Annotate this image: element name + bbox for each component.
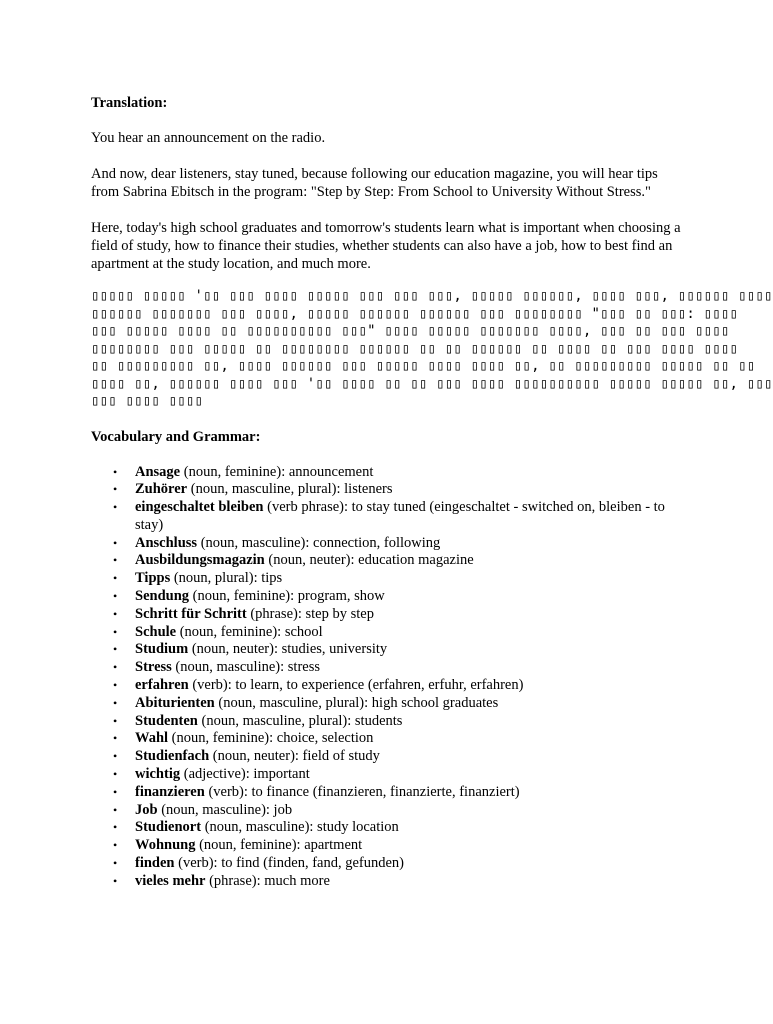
bullet-icon: • (113, 873, 118, 888)
vocab-term: Ansage (135, 463, 181, 480)
unrendered-line: ▯▯ ▯▯▯▯▯▯▯▯▯ ▯▯, ▯▯▯▯ ▯▯▯▯▯▯ ▯▯▯ ▯▯▯▯▯ ▯▯▯▯ ▯▯▯▯ ▯▯, ▯▯ ▯▯▯▯▯▯▯▯▯ ▯▯▯▯▯ ▯▯ ▯▯ (91, 358, 756, 374)
vocab-term: Job (135, 801, 158, 818)
vocab-item (91, 552, 681, 570)
vocab-item (91, 481, 681, 499)
vocab-term: finden (135, 855, 175, 872)
vocab-item (91, 499, 681, 535)
vocab-item (91, 695, 681, 713)
vocab-item (91, 837, 681, 855)
bullet-icon: • (113, 713, 118, 728)
vocab-definition: (adjective): important (180, 766, 310, 783)
vocab-item (91, 748, 681, 766)
vocab-item (91, 766, 681, 784)
vocab-definition: (verb): to find (finden, fand, gefunden) (174, 855, 405, 872)
vocab-item (91, 659, 681, 677)
vocab-definition: (noun, feminine): school (176, 623, 323, 640)
vocab-term: Zuhörer (135, 481, 188, 498)
bullet-icon: • (113, 802, 118, 817)
bullet-icon: • (113, 749, 118, 764)
document-page (91, 94, 773, 891)
vocab-term: Wohnung (135, 837, 196, 854)
vocab-item (91, 730, 681, 748)
unrendered-line: ▯▯▯ ▯▯▯▯ ▯▯▯▯ (91, 393, 204, 409)
vocab-term: Schritt für Schritt (135, 605, 247, 622)
vocab-term: eingeschaltet bleiben (135, 499, 264, 516)
bullet-icon: • (113, 535, 118, 550)
bullet-icon: • (113, 767, 118, 782)
vocab-definition: (noun, masculine, plural): high school graduates (214, 694, 499, 711)
vocab-item (91, 819, 681, 837)
bullet-icon: • (113, 820, 118, 835)
vocab-term: vieles mehr (135, 872, 206, 889)
bullet-icon: • (113, 464, 118, 479)
vocab-definition: (noun, masculine): stress (171, 659, 320, 676)
vocab-term: Ausbildungsmagazin (135, 552, 265, 569)
bullet-icon: • (113, 856, 118, 871)
vocab-term: Studenten (135, 712, 198, 729)
vocab-item (91, 570, 681, 588)
bullet-icon: • (113, 642, 118, 657)
vocab-definition: (noun, neuter): studies, university (188, 641, 388, 658)
bullet-icon: • (113, 624, 118, 639)
vocab-definition: (noun, feminine): choice, selection (168, 730, 374, 747)
vocab-definition: (verb): to learn, to experience (erfahren, erfuhr, erfahren) (188, 677, 524, 694)
vocab-item (91, 606, 681, 624)
unrendered-line: ▯▯▯▯▯▯ ▯▯▯▯▯▯▯ ▯▯▯ ▯▯▯▯, ▯▯▯▯▯ ▯▯▯▯▯▯ ▯▯▯▯▯▯ ▯▯▯ ▯▯▯▯▯▯▯▯ "▯▯▯ ▯▯ ▯▯▯: ▯▯▯▯ (91, 305, 739, 322)
vocab-definition: (noun, neuter): education magazine (264, 552, 474, 569)
bullet-icon: • (113, 553, 118, 568)
vocab-item (91, 677, 681, 695)
vocab-term: Studium (135, 641, 189, 658)
unrendered-line: ▯▯▯ ▯▯▯▯▯ ▯▯▯▯ ▯▯ ▯▯▯▯▯▯▯▯▯▯ ▯▯▯" ▯▯▯▯ ▯▯▯▯▯ ▯▯▯▯▯▯▯ ▯▯▯▯, ▯▯▯ ▯▯ ▯▯▯ ▯▯▯▯ (91, 323, 730, 339)
vocab-item (91, 464, 681, 482)
vocab-term: finanzieren (135, 783, 205, 800)
vocab-term: erfahren (135, 677, 189, 694)
vocab-definition: (noun, feminine): announcement (180, 463, 374, 480)
vocab-item (91, 624, 681, 642)
vocab-definition: (noun, plural): tips (170, 570, 283, 587)
vocab-definition: (verb phrase): to stay tuned (eingeschaltet - switched on, bleiben - to stay) (135, 499, 665, 533)
vocab-item (91, 713, 681, 731)
vocab-term: Tipps (135, 570, 171, 587)
vocab-term: Schule (135, 623, 177, 640)
vocabulary-heading: Vocabulary and Grammar: (91, 428, 261, 445)
vocab-term: Abiturienten (135, 694, 215, 711)
vocab-definition: (noun, feminine): apartment (195, 837, 363, 854)
vocab-term: Wahl (135, 730, 169, 747)
vocab-definition: (noun, masculine): connection, following (197, 534, 441, 551)
bullet-icon: • (113, 606, 118, 621)
intro-paragraph: You hear an announcement on the radio. (91, 130, 326, 146)
vocab-term: wichtig (135, 766, 181, 783)
vocab-definition: (noun, masculine, plural): students (197, 712, 403, 729)
vocabulary-list (91, 464, 681, 891)
vocab-term: Sendung (135, 588, 190, 605)
vocab-definition: (noun, feminine): program, show (189, 588, 385, 605)
vocab-item (91, 588, 681, 606)
bullet-icon: • (113, 731, 118, 746)
vocab-term: Stress (135, 659, 172, 676)
bullet-icon: • (113, 678, 118, 693)
unrendered-line: ▯▯▯▯ ▯▯, ▯▯▯▯▯▯ ▯▯▯▯ ▯▯▯ '▯▯ ▯▯▯▯ ▯▯ ▯▯ ▯▯▯ ▯▯▯▯ ▯▯▯▯▯▯▯▯▯▯ ▯▯▯▯▯ ▯▯▯▯▯ ▯▯, ▯▯▯ (91, 375, 773, 392)
vocab-term: Studienfach (135, 748, 210, 765)
announcement-paragraph: And now, dear listeners, stay tuned, because following our education magazine, you will hear tips from Sabrina Ebitsch in the program: "Step by Step: From School to University Without Stress." (91, 166, 658, 200)
unrendered-text-block (91, 288, 773, 411)
vocab-definition: (noun, masculine, plural): listeners (187, 481, 393, 498)
translation-heading: Translation: (91, 95, 168, 111)
bullet-icon: • (113, 500, 118, 515)
vocab-definition: (noun, masculine): job (157, 801, 293, 818)
vocab-item (91, 873, 681, 891)
bullet-icon: • (113, 660, 118, 675)
vocab-item (91, 855, 681, 873)
vocab-definition: (noun, neuter): field of study (209, 748, 380, 765)
vocab-item (91, 641, 681, 659)
bullet-icon: • (113, 482, 118, 497)
vocab-item (91, 535, 681, 553)
bullet-icon: • (113, 695, 118, 710)
description-paragraph: Here, today's high school graduates and tomorrow's students learn what is important when choosing a field of study, how to finance their studies, whether students can also have a job, how to best find an apartment at the study location, and much more. (91, 220, 681, 272)
bullet-icon: • (113, 784, 118, 799)
unrendered-line: ▯▯▯▯▯▯▯▯ ▯▯▯ ▯▯▯▯▯ ▯▯ ▯▯▯▯▯▯▯▯ ▯▯▯▯▯▯ ▯▯ ▯▯ ▯▯▯▯▯▯ ▯▯ ▯▯▯▯ ▯▯ ▯▯▯ ▯▯▯▯ ▯▯▯▯ (91, 340, 739, 357)
bullet-icon: • (113, 838, 118, 853)
vocab-item (91, 802, 681, 820)
bullet-icon: • (113, 589, 118, 604)
vocab-item (91, 784, 681, 802)
unrendered-line: ▯▯▯▯▯ ▯▯▯▯▯ '▯▯ ▯▯▯ ▯▯▯▯ ▯▯▯▯▯ ▯▯▯ ▯▯▯ ▯▯▯, ▯▯▯▯▯ ▯▯▯▯▯▯, ▯▯▯▯ ▯▯▯, ▯▯▯▯▯▯ ▯▯▯▯ (91, 288, 773, 304)
vocab-definition: (noun, masculine): study location (201, 819, 399, 836)
bullet-icon: • (113, 571, 118, 586)
vocab-definition: (phrase): much more (205, 872, 330, 889)
vocab-definition: (verb): to finance (finanzieren, finanzierte, finanziert) (204, 783, 520, 800)
vocab-term: Anschluss (135, 534, 198, 551)
vocab-term: Studienort (135, 819, 202, 836)
vocab-definition: (phrase): step by step (246, 605, 374, 622)
